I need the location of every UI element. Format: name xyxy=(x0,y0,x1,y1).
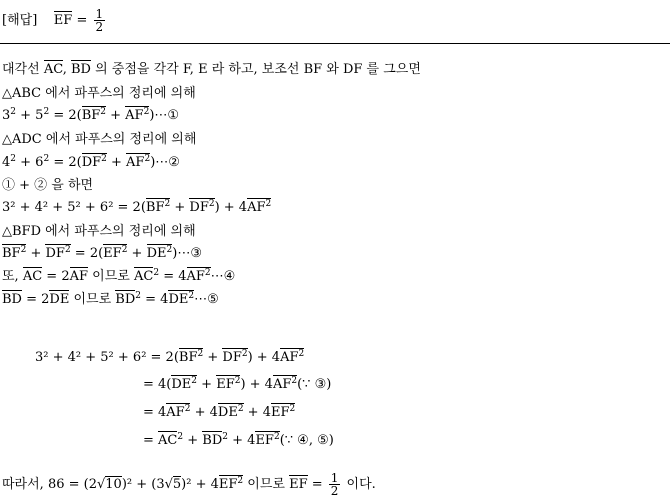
fraction-half: $\frac{1}{2}$ xyxy=(95,7,104,34)
answer-header: [해답] EF = $\frac{1}{2}$ xyxy=(2,7,104,34)
conclusion-line: 따라서, $86 = (2√10)^2 + (3√5)^2 + 4EF^2$ 이므로 EF = $\frac{1}{2}$ 이다. xyxy=(2,471,376,498)
sum-instruction: ① + ② 을 하면 xyxy=(2,178,94,193)
equation-sum: $3^2 + 4^2 + 5^2 + 6^2 = 2(BF^2 + DF^2) + 4AF^2$ xyxy=(2,199,272,215)
step-bfd-title: △BFD 에서 파푸스의 정리에 의해 xyxy=(2,224,196,239)
answer-label: [해답] xyxy=(2,13,38,28)
equation-4: 또, AC = 2AF 이므로 $AC^2$ = $4AF^2\cdots ④$ xyxy=(2,268,236,284)
chain-line-2: = $4(DE^2 + EF^2)$ + $4AF^2(\because$ ③) xyxy=(143,376,332,392)
chain-line-1: $3^2 + 4^2 + 5^2 + 6^2 = 2(BF^2 + DF^2) + 4AF^2$ xyxy=(35,349,305,365)
divider xyxy=(0,43,670,44)
chain-line-4: = $AC^2 + BD^2$ + $4EF^2(\because$ ④, ⑤) xyxy=(143,432,334,448)
segment-ef: EF xyxy=(53,13,73,28)
step-adc-title: △ADC 에서 파푸스의 정리에 의해 xyxy=(2,132,197,147)
equation-1: $3^2 + 5^2 = 2(BF^2$ + $AF^2)\cdots ①$ xyxy=(2,107,180,123)
intro-line: 대각선 AC, BD 의 중점을 각각 F, E 라 하고, 보조선 BF 와 DF 를 그으면 xyxy=(2,62,421,77)
chain-line-3: = $4AF^2 + 4DE^2 + 4EF^2$ xyxy=(143,404,296,420)
equation-5: BD = 2DE 이므로 $BD^2$ = $4DE^2\cdots ⑤$ xyxy=(2,291,219,307)
equation-3: $BF^2 + DF^2 = 2(EF^2$ + $DE^2)\cdots ③$ xyxy=(2,245,202,261)
step-abc-title: △ABC 에서 파푸스의 정리에 의해 xyxy=(2,86,196,101)
equation-2: $4^2 + 6^2 = 2(DF^2$ + $AF^2)\cdots ②$ xyxy=(2,154,180,170)
fraction-half-final: $\frac{1}{2}$ xyxy=(330,471,339,498)
